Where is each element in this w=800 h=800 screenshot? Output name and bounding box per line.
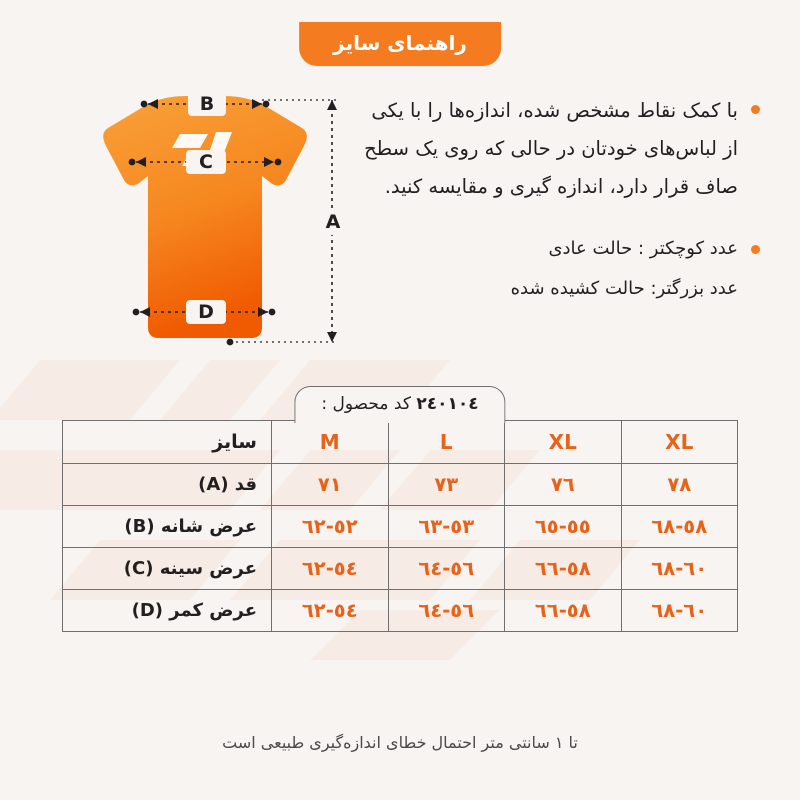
cell-c-2: ٥٦-٦٤	[388, 548, 505, 590]
instruction-item-2: عدد کوچکتر : حالت عادی	[364, 232, 764, 266]
cell-a-2: ٧٣	[388, 464, 505, 506]
cell-d-3: ٥٤-٦٢	[272, 590, 389, 632]
row-label-a: قد (A)	[63, 464, 272, 506]
label-B: B	[199, 93, 215, 115]
cell-a-0: ٧٨	[621, 464, 738, 506]
size-table-wrapper	[62, 420, 738, 632]
cell-b-1: ٥٥-٦٥	[505, 506, 622, 548]
cell-b-2: ٥٣-٦٣	[388, 506, 505, 548]
label-C: C	[199, 151, 213, 173]
table-header-row	[63, 421, 738, 464]
label-D: D	[198, 301, 214, 323]
cell-c-1: ٥٨-٦٦	[505, 548, 622, 590]
header-size-0: XL	[621, 421, 738, 464]
row-label-b: عرض شانه (B)	[63, 506, 272, 548]
cell-a-3: ٧١	[272, 464, 389, 506]
size-table	[62, 420, 738, 632]
table-row	[63, 464, 738, 506]
cell-c-0: ٦٠-٦٨	[621, 548, 738, 590]
cell-b-3: ٥٢-٦٢	[272, 506, 389, 548]
instructions-list	[364, 92, 764, 312]
footer-note: تا ١ سانتی متر احتمال خطای اندازه‌گیری طبیعی است	[222, 733, 578, 752]
header-size-1: XL	[505, 421, 622, 464]
table-row	[63, 506, 738, 548]
product-code-label: کد محصول :	[321, 394, 411, 414]
cell-a-1: ٧٦	[505, 464, 622, 506]
product-code	[294, 386, 505, 423]
product-code-value: ٢٤٠١٠٤	[416, 394, 479, 414]
header-size-2: L	[388, 421, 505, 464]
page-title: راهنمای سایز	[299, 22, 501, 66]
instruction-item-1: با کمک نقاط مشخص شده، اندازه‌ها را با یکی از لباس‌های خودتان در حالی که روی یک سطح صاف قرار دارد، اندازه گیری و مقایسه کنید.	[364, 92, 764, 206]
header-row-label: سایز	[63, 421, 272, 464]
top-section	[0, 70, 800, 380]
header-size-3: M	[272, 421, 389, 464]
table-row	[63, 590, 738, 632]
row-label-d: عرض کمر (D)	[63, 590, 272, 632]
cell-d-0: ٦٠-٦٨	[621, 590, 738, 632]
shirt-diagram	[40, 76, 370, 376]
cell-d-2: ٥٦-٦٤	[388, 590, 505, 632]
row-label-c: عرض سینه (C)	[63, 548, 272, 590]
cell-d-1: ٥٨-٦٦	[505, 590, 622, 632]
label-A: A	[325, 211, 341, 233]
table-row	[63, 548, 738, 590]
cell-b-0: ٥٨-٦٨	[621, 506, 738, 548]
cell-c-3: ٥٤-٦٢	[272, 548, 389, 590]
instruction-item-3: عدد بزرگتر: حالت کشیده شده	[510, 278, 738, 300]
